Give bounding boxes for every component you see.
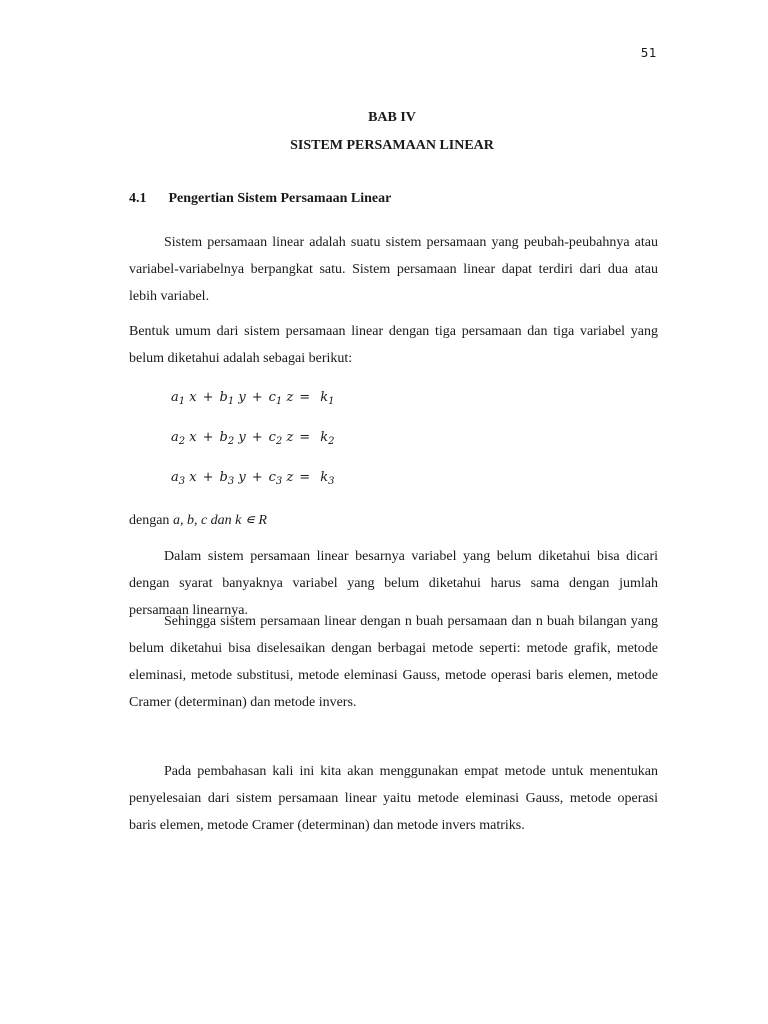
equation-3: $a_3$ $x + b_3$ $y + c_3$ $z = k_3$ bbox=[171, 470, 335, 487]
chapter-label: BAB IV bbox=[368, 110, 416, 125]
paragraph-condition: Dalam sistem persamaan linear besarnya variabel yang belum diketahui bisa dicari dengan syarat banyaknya variabel yang belum diketahui harus sama dengan jumlah persamaan linearnya. bbox=[129, 549, 658, 618]
section-title: Pengertian Sistem Persamaan Linear bbox=[168, 191, 392, 206]
paragraph-scope: Pada pembahasan kali ini kita akan menggunakan empat metode untuk menentukan penyelesaian dari sistem persamaan linear yaitu metode eleminasi Gauss, metode operasi baris elemen, metode Cramer (determinan) dan metode invers matriks. bbox=[129, 764, 658, 833]
chapter-title: SISTEM PERSAMAAN LINEAR bbox=[290, 138, 494, 153]
paragraph-domain bbox=[129, 507, 658, 534]
section-number: 4.1 bbox=[129, 191, 147, 206]
equation-1: $a_1$ $x + b_1$ $y + c_1$ $z = k_1$ bbox=[171, 390, 335, 407]
paragraph-definition: Sistem persamaan linear adalah suatu sistem persamaan yang peubah-peubahnya atau variabel-variabelnya berpangkat satu. Sistem persamaan linear dapat terdiri dari dua atau lebih variabel. bbox=[129, 235, 658, 304]
domain-prefix: dengan bbox=[129, 513, 173, 528]
paragraph-methods: Sehingga sistem persamaan linear dengan n buah persamaan dan n buah bilangan yang belum diketahui bisa diselesaikan dengan berbagai metode seperti: metode grafik, metode eleminasi, metode substitusi, metode eleminasi Gauss, metode operasi baris elemen, metode Cramer (determinan) dan metode invers. bbox=[129, 614, 658, 710]
paragraph-general-form: Bentuk umum dari sistem persamaan linear dengan tiga persamaan dan tiga variabel yang belum diketahui adalah sebagai berikut: bbox=[129, 324, 658, 366]
equation-2: $a_2$ $x + b_2$ $y + c_2$ $z = k_2$ bbox=[171, 430, 335, 447]
domain-condition: a, b, c dan k ∊ R bbox=[172, 513, 267, 528]
section-heading bbox=[129, 191, 391, 207]
page-number: 51 bbox=[640, 46, 657, 60]
